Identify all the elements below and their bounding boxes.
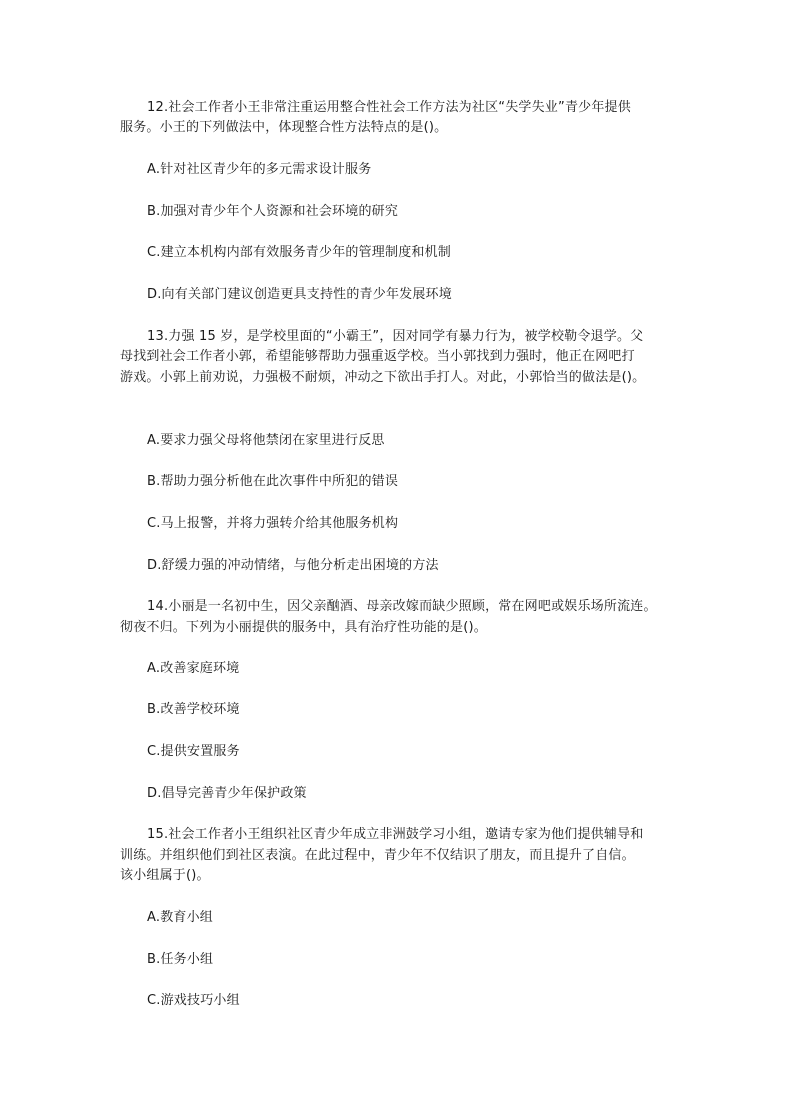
option-a: A.改善家庭环境	[147, 661, 240, 676]
question-stem-line: 母找到社会工作者小郭，希望能够帮助力强重返学校。当小郭找到力强时，他正在网吧打	[120, 349, 635, 364]
option-c: C.游戏技巧小组	[147, 993, 240, 1008]
question-stem-line: 游戏。小郭上前劝说，力强极不耐烦，冲动之下欲出手打人。对此，小郭恰当的做法是()。	[120, 370, 646, 385]
question-stem-line: 14.小丽是一名初中生，因父亲酗酒、母亲改嫁而缺少照顾，常在网吧或娱乐场所流连。	[147, 599, 657, 614]
option-b: B.改善学校环境	[147, 702, 240, 717]
option-a: A.针对社区青少年的多元需求设计服务	[147, 162, 372, 177]
option-d: D.向有关部门建议创造更具支持性的青少年发展环境	[147, 287, 452, 302]
question-stem-line: 12.社会工作者小王非常注重运用整合性社会工作方法为社区“失学失业”青少年提供	[147, 100, 631, 115]
option-c: C.提供安置服务	[147, 744, 240, 759]
option-d: D.舒缓力强的冲动情绪，与他分析走出困境的方法	[147, 558, 439, 573]
question-stem-line: 15.社会工作者小王组织社区青少年成立非洲鼓学习小组，邀请专家为他们提供辅导和	[147, 827, 644, 842]
option-b: B.任务小组	[147, 952, 214, 967]
option-d: D.倡导完善青少年保护政策	[147, 786, 307, 801]
option-a: A.要求力强父母将他禁闭在家里进行反思	[147, 433, 385, 448]
question-stem-line: 13.力强 15 岁，是学校里面的“小霸王”，因对同学有暴力行为，被学校勒令退学。父	[147, 329, 644, 344]
option-a: A.教育小组	[147, 910, 213, 925]
option-c: C.建立本机构内部有效服务青少年的管理制度和机制	[147, 245, 452, 260]
option-b: B.帮助力强分析他在此次事件中所犯的错误	[147, 474, 399, 489]
option-b: B.加强对青少年个人资源和社会环境的研究	[147, 204, 399, 219]
question-stem-line: 彻夜不归。下列为小丽提供的服务中，具有治疗性功能的是()。	[120, 620, 487, 635]
question-stem-line: 训练。并组织他们到社区表演。在此过程中，青少年不仅结识了朋友，而且提升了自信。	[120, 848, 635, 863]
option-c: C.马上报警，并将力强转介给其他服务机构	[147, 516, 399, 531]
question-stem-line: 该小组属于()。	[120, 868, 210, 883]
question-stem-line: 服务。小王的下列做法中，体现整合性方法特点的是()。	[120, 120, 448, 135]
